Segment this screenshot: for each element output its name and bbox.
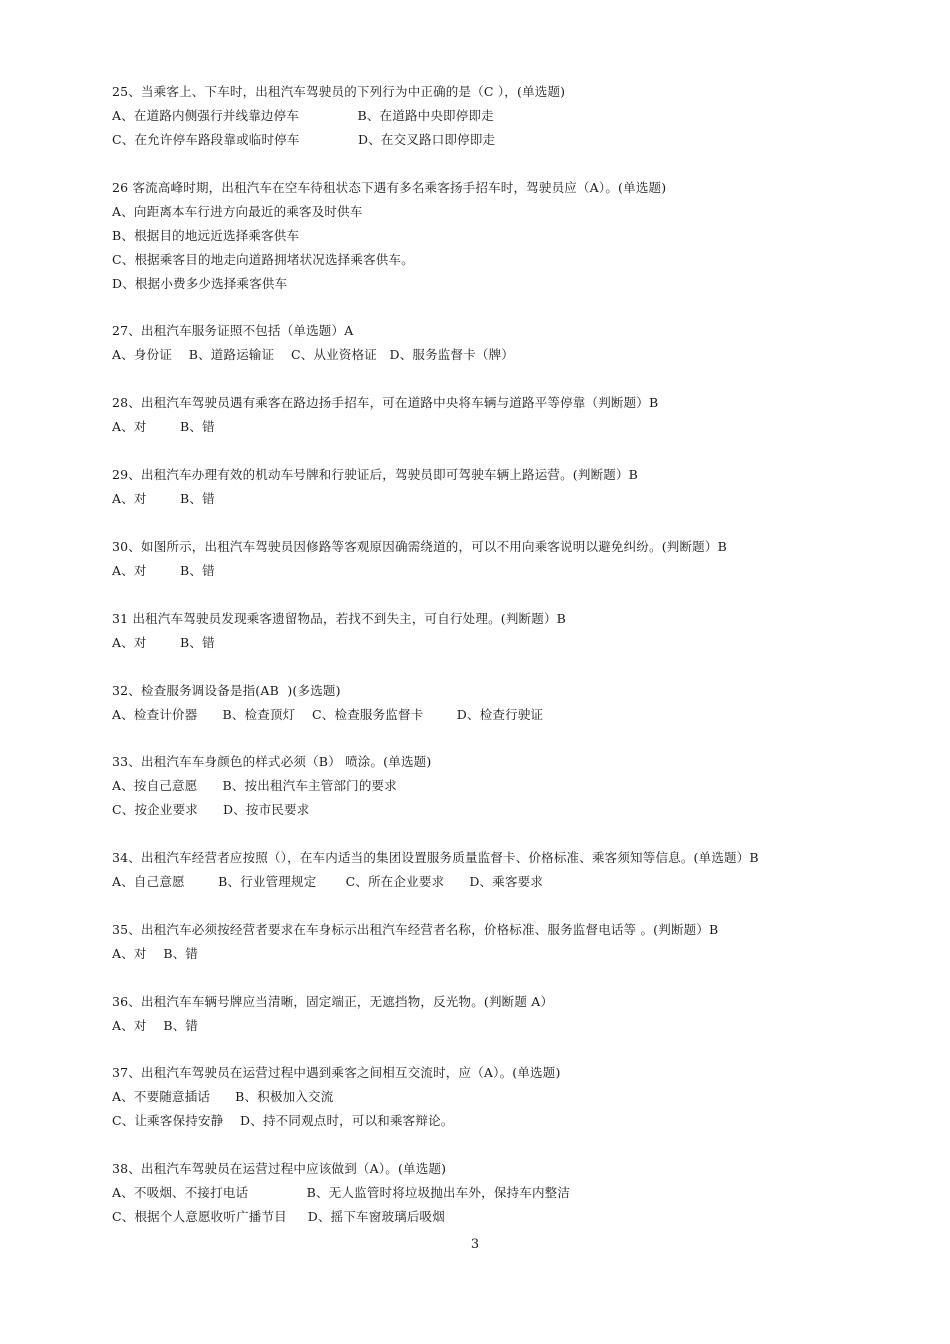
question-29-options: A、对 B、错	[112, 491, 215, 506]
question-31-stem: 31 出租汽车驾驶员发现乘客遗留物品，若找不到失主，可自行处理。(判断题）B	[112, 611, 567, 626]
question-37-stem: 37、出租汽车驾驶员在运营过程中遇到乘客之间相互交流时，应（A）。(单选题)	[112, 1065, 561, 1080]
question-38-stem: 38、出租汽车驾驶员在运营过程中应该做到（A）。(单选题)	[112, 1161, 447, 1176]
question-32-options: A、检查计价器 B、检查顶灯 C、检查服务监督卡 D、检查行驶证	[112, 707, 544, 722]
question-36-stem: 36、出租汽车车辆号牌应当清晰，固定端正，无遮挡物，反光物。(判断题 A）	[112, 994, 554, 1009]
question-38-options-1: A、不吸烟、不接打电话 B、无人监管时将垃圾抛出车外，保持车内整洁	[112, 1185, 571, 1200]
question-34-stem: 34、出租汽车经营者应按照（），在车内适当的集团设置服务质量监督卡、价格标准、乘客须知等信息。(单选题）B	[112, 850, 759, 865]
question-25-options-2: C、在允许停车路段靠或临时停车 D、在交叉路口即停即走	[112, 132, 496, 147]
question-29-stem: 29、出租汽车办理有效的机动车号牌和行驶证后，驾驶员即可驾驶车辆上路运营。(判断题）B	[112, 467, 639, 482]
page-number: 3	[470, 1237, 480, 1252]
question-30-options: A、对 B、错	[112, 563, 215, 578]
question-26-option-a: A、向距离本车行进方向最近的乘客及时供车	[112, 204, 363, 219]
question-25-stem: 25、当乘客上、下车时，出租汽车驾驶员的下列行为中正确的是（C ），(单选题)	[112, 84, 566, 99]
question-32-stem: 32、检查服务调设备是指(AB )(多选题)	[112, 683, 341, 698]
question-37-options-2: C、让乘客保持安静 D、持不同观点时，可以和乘客辩论。	[112, 1113, 454, 1128]
question-26-option-d: D、根据小费多少选择乘客供车	[112, 276, 288, 291]
question-30-stem: 30、如图所示，出租汽车驾驶员因修路等客观原因确需绕道的，可以不用向乘客说明以避免纠纷。(判断题）B	[112, 539, 727, 554]
question-36-options: A、对 B、错	[112, 1018, 199, 1033]
question-33-stem: 33、出租汽车车身颜色的样式必须（B） 喷涂。(单选题)	[112, 754, 432, 769]
question-37-options-1: A、不要随意插话 B、积极加入交流	[112, 1089, 334, 1104]
question-25-options-1: A、在道路内侧强行并线靠边停车 B、在道路中央即停即走	[112, 108, 494, 123]
question-26-option-b: B、根据目的地远近选择乘客供车	[112, 228, 300, 243]
question-27-stem: 27、出租汽车服务证照不包括（单选题）A	[112, 323, 354, 338]
question-28-stem: 28、出租汽车驾驶员遇有乘客在路边扬手招车，可在道路中央将车辆与道路平等停靠（判断题）B	[112, 395, 659, 410]
question-26-option-c: C、根据乘客目的地走向道路拥堵状况选择乘客供车。	[112, 252, 414, 267]
question-27-options: A、身份证 B、道路运输证 C、从业资格证 D、服务监督卡（牌）	[112, 347, 515, 362]
question-38-options-2: C、根据个人意愿收听广播节目 D、摇下车窗玻璃后吸烟	[112, 1209, 445, 1224]
question-35-stem: 35、出租汽车必须按经营者要求在车身标示出租汽车经营者名称，价格标准、服务监督电话等 。(判断题）B	[112, 922, 719, 937]
question-33-options-2: C、按企业要求 D、按市民要求	[112, 802, 310, 817]
question-35-options: A、对 B、错	[112, 946, 199, 961]
question-31-options: A、对 B、错	[112, 635, 215, 650]
question-34-options: A、自己意愿 B、行业管理规定 C、所在企业要求 D、乘客要求	[112, 874, 544, 889]
question-33-options-1: A、按自己意愿 B、按出租汽车主管部门的要求	[112, 778, 397, 793]
question-26-stem: 26 客流高峰时期，出租汽车在空车待租状态下遇有多名乘客扬手招车时，驾驶员应（A）。(单选题)	[112, 180, 667, 195]
question-28-options: A、对 B、错	[112, 419, 215, 434]
